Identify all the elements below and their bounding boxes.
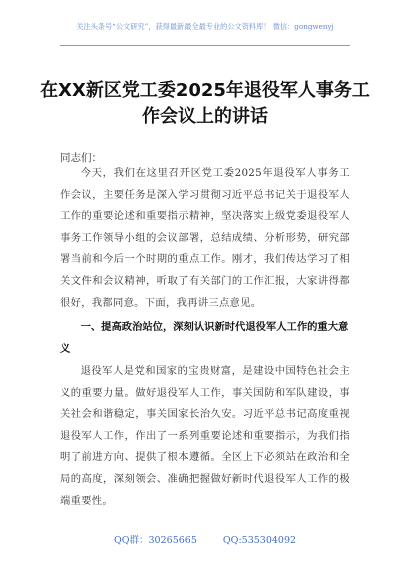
qq-group-text: QQ群：30265665: [113, 535, 197, 546]
qq-number-text: QQ:535304092: [222, 535, 297, 546]
section-heading-1: 一、提高政治站位，深刻认识新时代退役军人工作的重大意义: [60, 321, 349, 355]
paragraph-section-1: 退役军人是党和国家的宝贵财富，是建设中国特色社会主义的重要力量。做好退役军人工作，事关国防和军队建设，事关社会和谐稳定，事关国家长治久安。习近平总书记高度重视退役军人工作，作出了一系列重要论述和重要指示，为我们指明了前进方向、提供了根本遵循。全区上下必须站在政治和全局的高度，深刻领会、准确把握做好新时代退役军人工作的极端重要性。: [60, 365, 350, 507]
salutation: 同志们：: [60, 152, 102, 164]
paragraph-intro: 今天，我们在这里召开区党工委2025年退役军人事务工作会议，主要任务是深入学习贯彻习近平总书记关于退役军人工作的重要论述和重要指示精神，坚决落实上级党委退役军人事务工作领导小组的会议部署，总结成绩、分析形势，研究部署当前和今后一个时期的重点工作。刚才，我们传达学习了相关文件和会议精神，听取了有关部门的工作汇报，大家讲得都很好，我都同意。下面，我再讲三点意见。: [60, 167, 350, 309]
document-title: 在XX新区党工委2025年退役军人事务工作会议上的讲话: [40, 80, 370, 127]
header-divider: [60, 45, 350, 46]
footer-contact: [40, 532, 370, 546]
header-note: 关注头条号“公文研究”，获得最新最全最专业的公文资料库！ 微信：gongwenyj: [76, 22, 334, 31]
